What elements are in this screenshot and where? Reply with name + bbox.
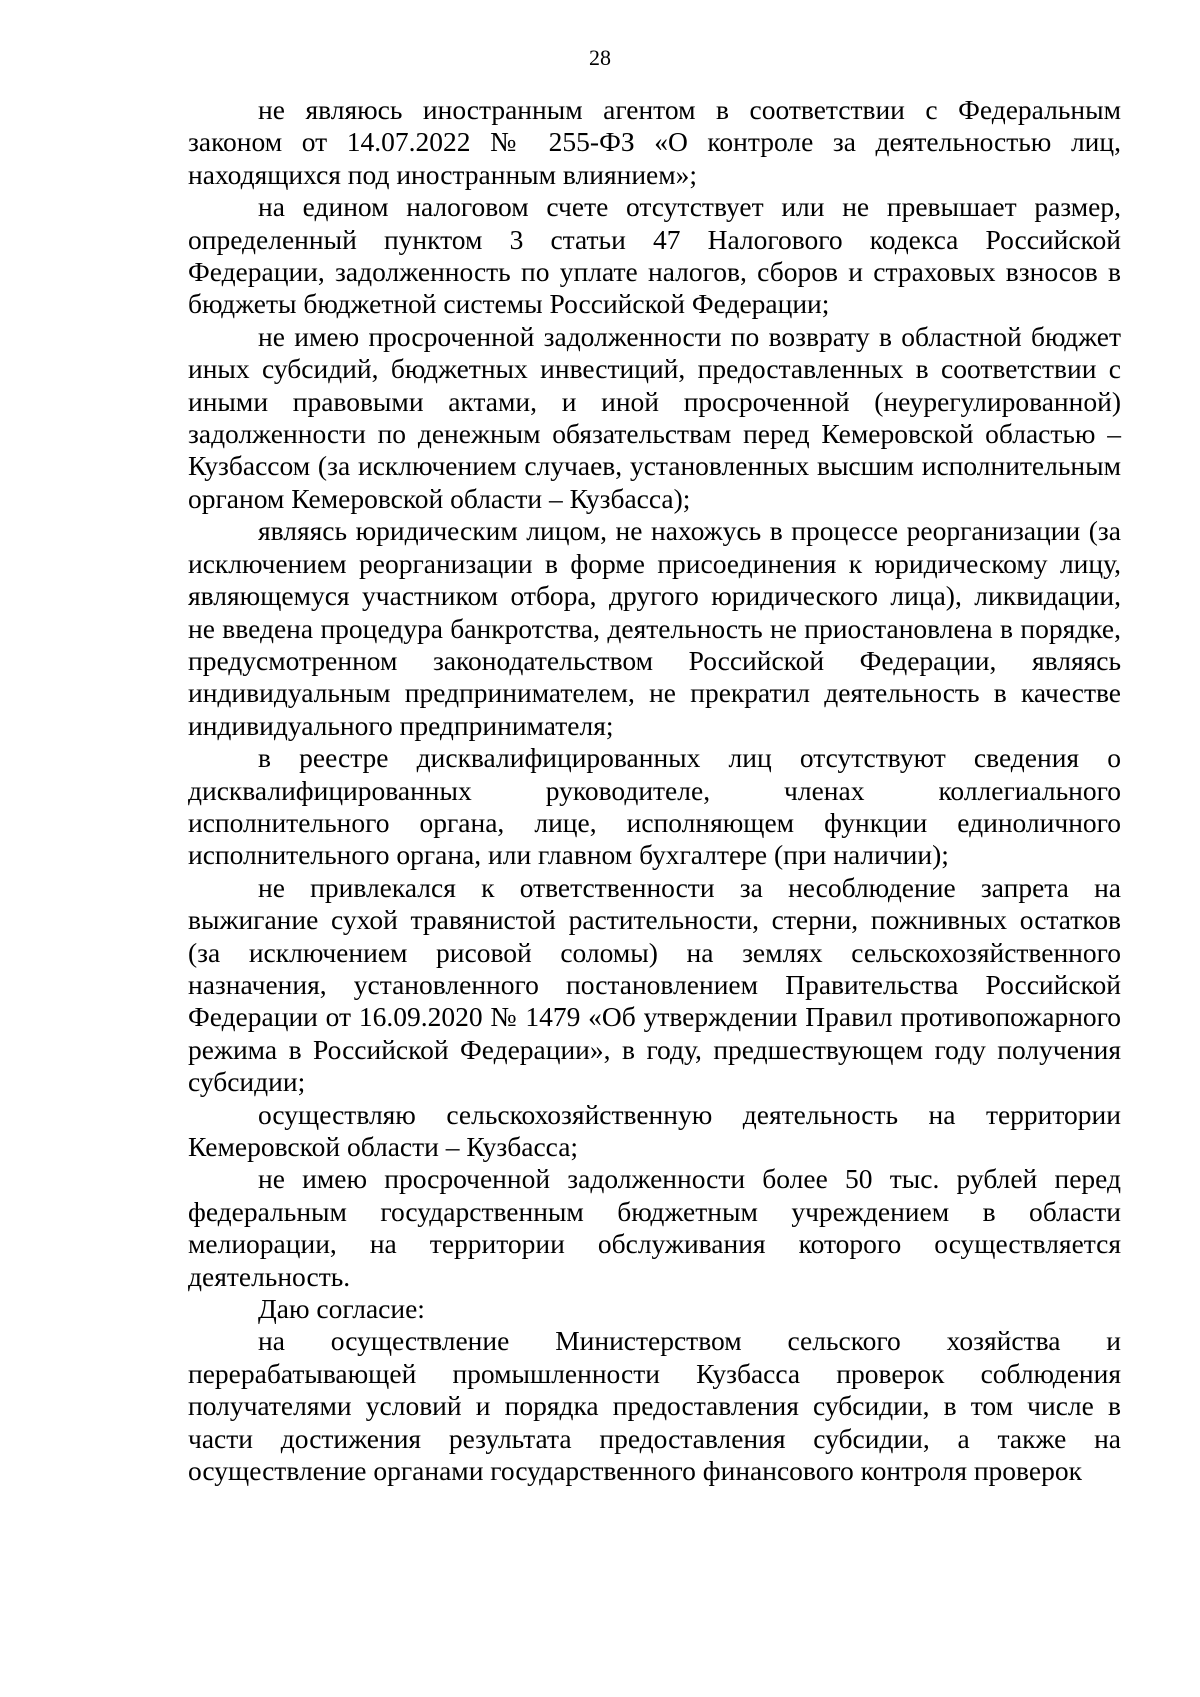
paragraph-reorganization: являясь юридическим лицом, не нахожусь в процессе реорганизации (за исключением реорганизации в форме присоединения к юридическому лицу, являющемуся участником отбора, другого юридического лица), ликвидации, не введена процедура банкротства, деятельность не приостановлена в порядке, предусмотренном законодательством Российской Федерации, являясь индивидуальным предпринимателем, не прекратил деятельность в качестве индивидуального предпринимателя; [188, 515, 1121, 741]
paragraph-disqualified-persons: в реестре дисквалифицированных лиц отсутствуют сведения о дисквалифицированных руководителе, членах коллегиального исполнительного органа, лице, исполняющем функции единоличного исполнительного органа, или главном бухгалтере (при наличии); [188, 742, 1121, 871]
paragraph-burning-ban: не привлекался к ответственности за несоблюдение запрета на выжигание сухой травянистой растительности, стерни, пожнивных остатков (за исключением рисовой соломы) на землях сельскохозяйственного назначения, установленного постановлением Правительства Российской Федерации от 16.09.2020 № 1479 «Об утверждении Правил противопожарного режима в Российской Федерации», в году, предшествующем году получения субсидии; [188, 871, 1121, 1098]
paragraph-agricultural-activity: осуществляю сельскохозяйственную деятельность на территории Кемеровской области – Кузбасса; [188, 1098, 1121, 1162]
paragraph-consent-heading: Даю согласие: [258, 1293, 425, 1325]
paragraph-melioration-debt: не имею просроченной задолженности более 50 тыс. рублей перед федеральным государственным бюджетным учреждением в области мелиорации, на территории обслуживания которого осуществляется деятельность. [188, 1163, 1121, 1292]
page-number: 28 [589, 45, 611, 70]
paragraph-tax-debt: на едином налоговом счете отсутствует или не превышает размер, определенный пунктом 3 статьи 47 Налогового кодекса Российской Федерации, задолженность по уплате налогов, сборов и страховых взносов в бюджеты бюджетной системы Российской Федерации; [188, 191, 1121, 320]
paragraph-foreign-agent: не являюсь иностранным агентом в соответствии с Федеральным законом от 14.07.2022 № 255-ФЗ «О контроле за деятельностью лиц, находящихся под иностранным влиянием»; [188, 94, 1121, 190]
document-body [188, 94, 1121, 1487]
paragraph-overdue-subsidy-debt: не имею просроченной задолженности по возврату в областной бюджет иных субсидий, бюджетных инвестиций, предоставленных в соответствии с иными правовыми актами, и иной просроченной (неурегулированной) задолженности по денежным обязательствам перед Кемеровской областью – Кузбассом (за исключением случаев, установленных высшим исполнительным органом Кемеровской области – Кузбасса); [188, 320, 1121, 514]
paragraph-consent-inspections: на осуществление Министерством сельского хозяйства и перерабатывающей промышленности Кузбасса проверок соблюдения получателями условий и порядка предоставления субсидии, в том числе в части достижения результата предоставления субсидии, а также на осуществление органами государственного финансового контроля проверок [188, 1325, 1121, 1487]
